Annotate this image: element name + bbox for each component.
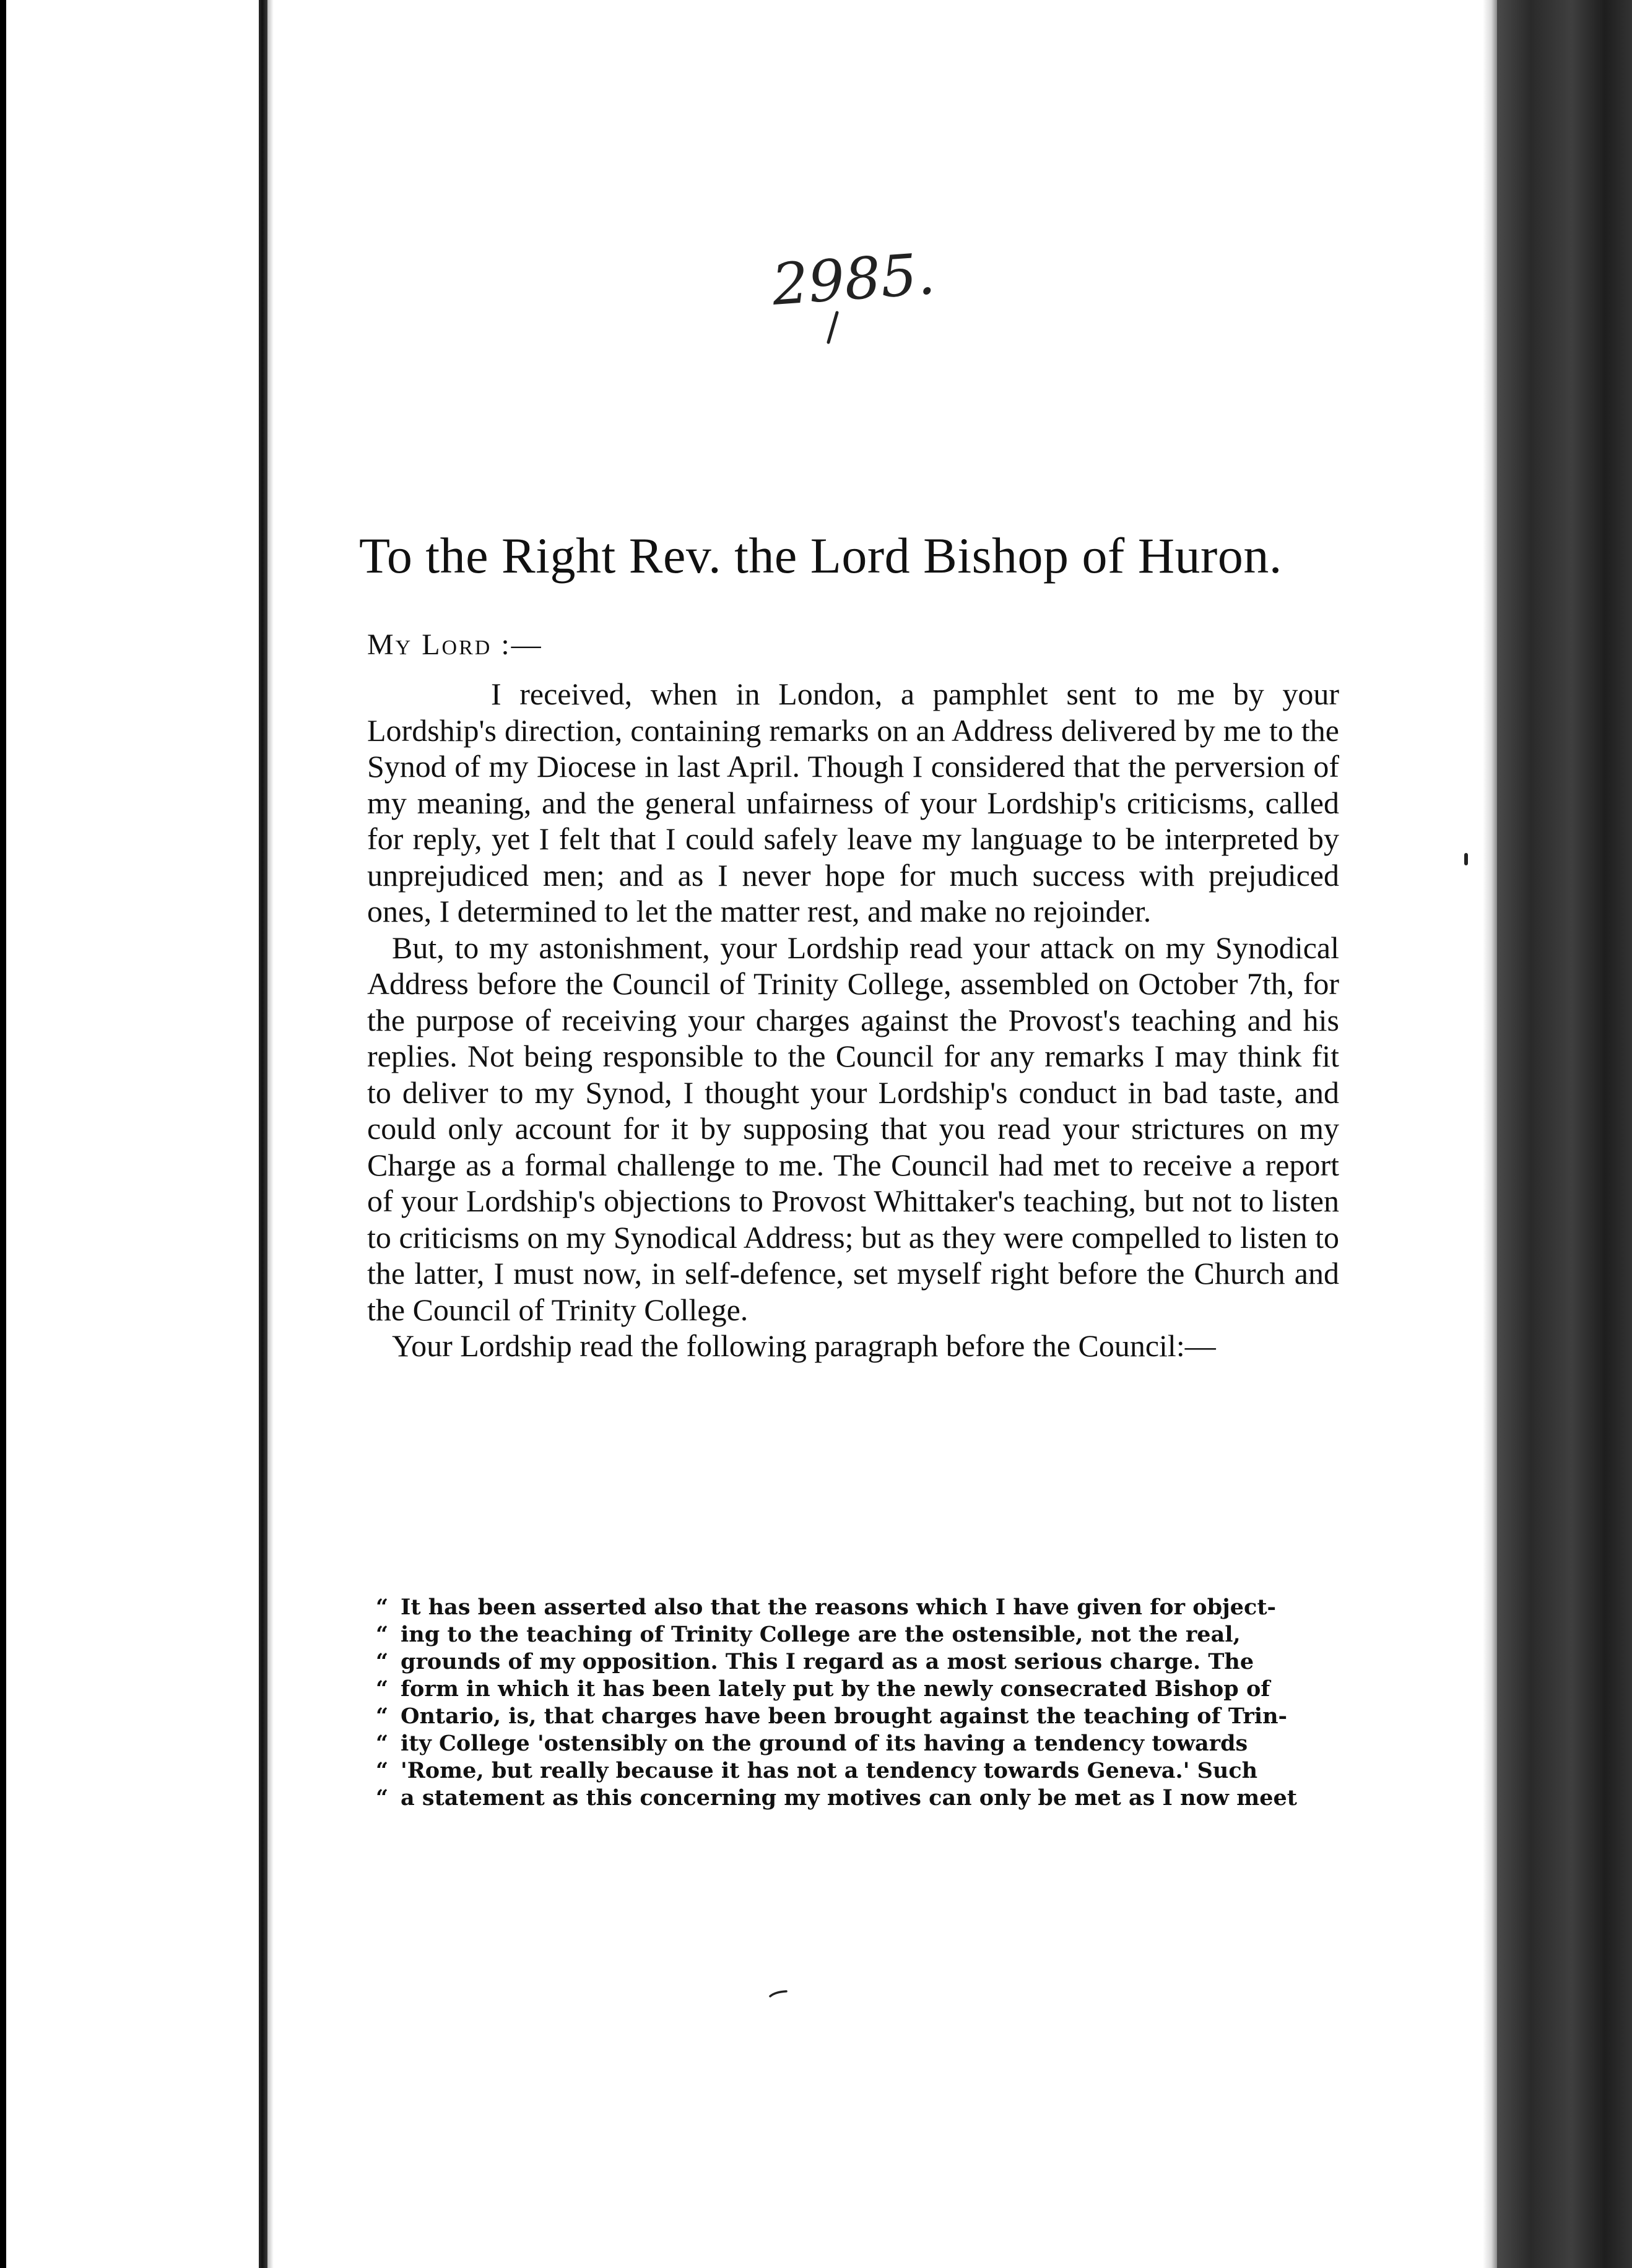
quote-line-text: ity College 'ostensibly on the ground of its having a tendency towards [401, 1731, 1248, 1756]
quoted-paragraph [367, 1594, 1339, 1812]
quote-mark: “ [376, 1785, 389, 1811]
quote-mark: “ [376, 1622, 389, 1647]
scan-left-edge [0, 0, 6, 2268]
quote-line-text: grounds of my opposition. This I regard as a most serious charge. The [401, 1649, 1254, 1674]
gutter-shadow [267, 0, 274, 2268]
quote-line [367, 1594, 1339, 1621]
signature-mark [769, 1989, 788, 1998]
quote-line [367, 1785, 1339, 1812]
quote-line-text: 'Rome, but really because it has not a tendency towards Geneva.' Such [401, 1758, 1258, 1783]
scan-right-edge [1497, 0, 1632, 2268]
quote-line [367, 1676, 1339, 1703]
quote-line [367, 1648, 1339, 1676]
paragraph-3: Your Lordship read the following paragraph before the Council:— [392, 1328, 1216, 1363]
handwritten-catalogue-number [768, 238, 991, 356]
quote-line [367, 1703, 1339, 1730]
quote-line-text: form in which it has been lately put by the newly consecrated Bishop of [401, 1676, 1270, 1702]
quote-mark: “ [376, 1595, 389, 1620]
letter-body [367, 676, 1339, 1364]
binding-gutter [259, 0, 267, 2268]
quote-line [367, 1730, 1339, 1757]
salutation: My Lord :— [367, 628, 543, 661]
quote-mark: “ [376, 1731, 389, 1756]
page-edge-highlight [1483, 0, 1497, 2268]
quote-mark: “ [376, 1703, 389, 1729]
paragraph-1: I received, when in London, a pamphlet sent to me by your Lordship's direction, containing remarks on an Address delivered by me to the Synod of my Diocese in last April. Though I considered that the perversion of my meaning, and the general unfairness of your Lordship's criticisms, called for reply, yet I felt that I could safely leave my language to be interpreted by unprejudiced men; and as I never hope for much success with prejudiced ones, I determined to let the matter rest, and make no rejoinder. [367, 677, 1339, 928]
quote-mark: “ [376, 1758, 389, 1783]
quote-line-text: Ontario, is, that charges have been brought against the teaching of Trin- [401, 1703, 1288, 1729]
quote-line [367, 1757, 1339, 1785]
quote-line [367, 1621, 1339, 1648]
margin-ink-speck [1464, 853, 1468, 865]
quote-mark: “ [376, 1649, 389, 1674]
page-heading: To the Right Rev. the Lord Bishop of Huron. [359, 527, 1282, 584]
quote-line-text: ing to the teaching of Trinity College are the ostensible, not the real, [401, 1622, 1241, 1647]
paragraph-2: But, to my astonishment, your Lordship read your attack on my Synodical Address before the Council of Trinity College, assembled on October 7th, for the purpose of receiving your charges against the Provost's teaching and his replies. Not being responsible to the Council for any remarks I may think fit to deliver to my Synod, I thought your Lordship's conduct in bad taste, and could only account for it by supposing that you read your strictures on my Charge as a formal challenge to me. The Council had met to receive a report of your Lordship's objections to Provost Whittaker's teaching, but not to listen to criticisms on my Synodical Address; but as they were compelled to listen to the latter, I must now, in self-defence, set myself right before the Church and the Council of Trinity College. [367, 930, 1339, 1327]
quote-mark: “ [376, 1676, 389, 1702]
quote-line-text: It has been asserted also that the reasons which I have given for object- [401, 1595, 1277, 1620]
handwritten-number-text: 2985. [770, 240, 937, 318]
quote-line-text: a statement as this concerning my motives can only be met as I now meet [401, 1785, 1297, 1811]
